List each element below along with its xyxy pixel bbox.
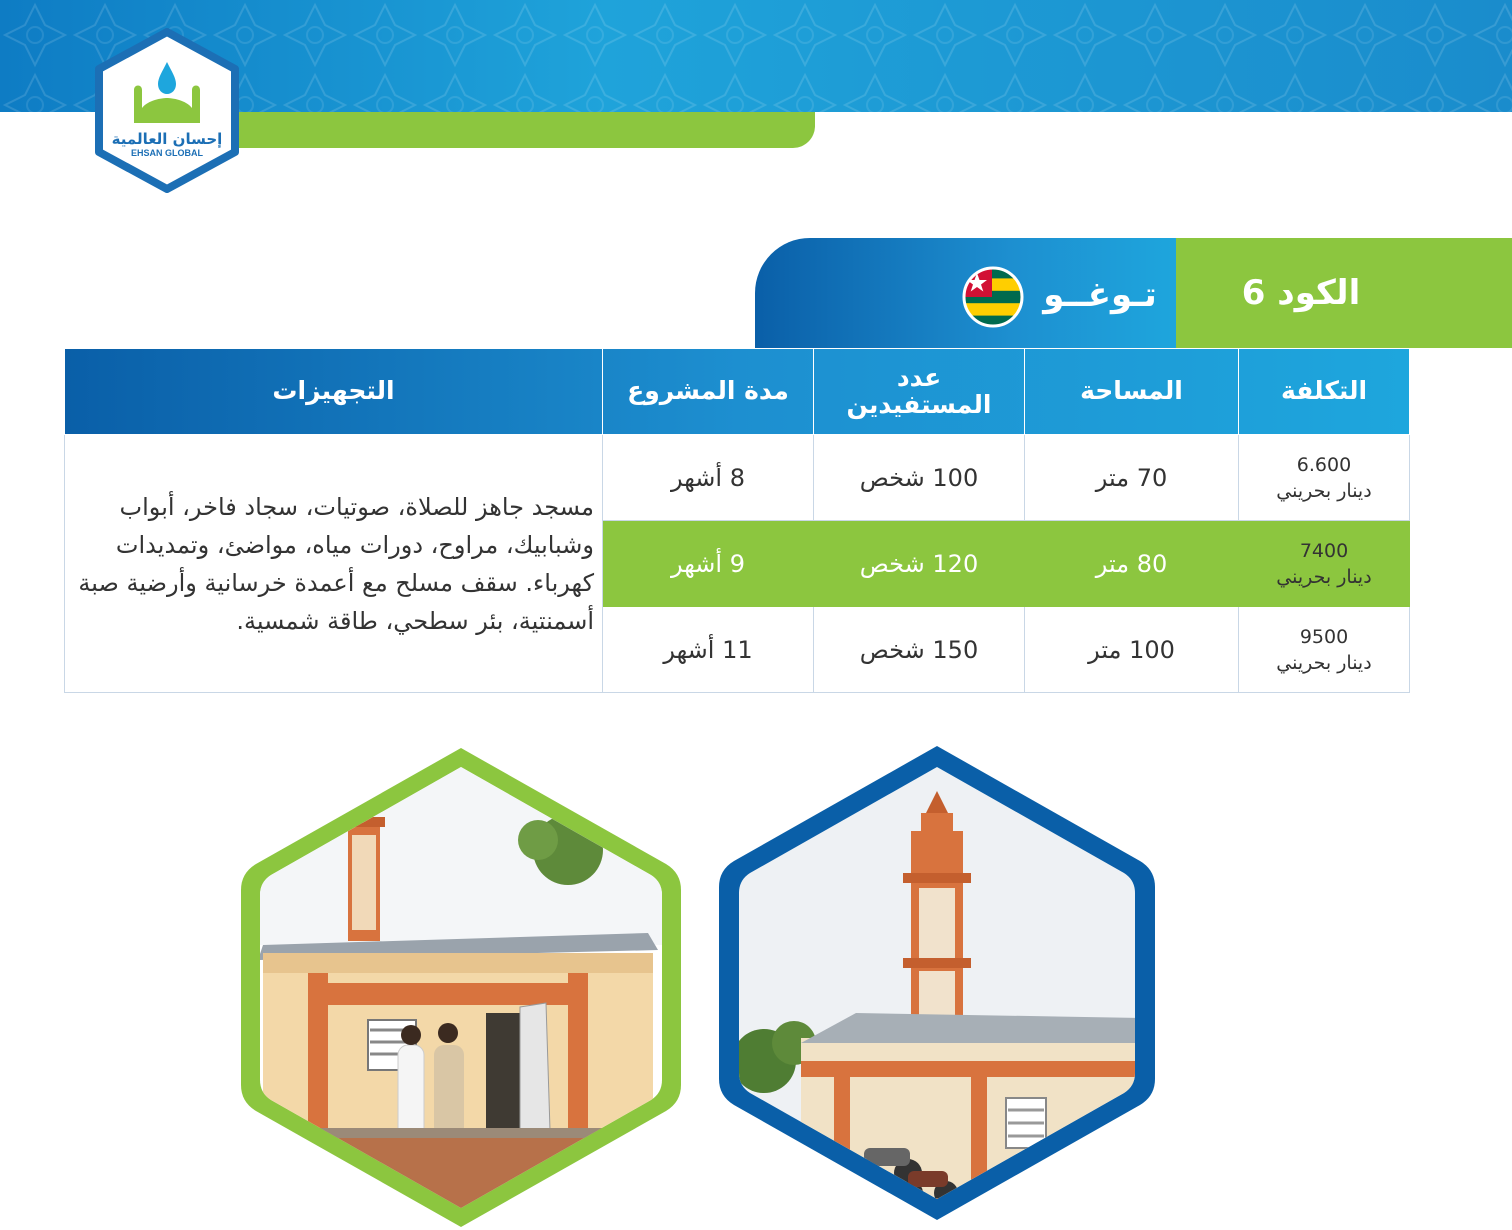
equipment-cell: مسجد جاهز للصلاة، صوتيات، سجاد فاخر، أبواب وشبابيك، مراوح، دورات مياه، مواضئ، وتمديدات كهرباء. سقف مسلح مع أعمدة خرسانية وأرضية صبة أسمنتية، بئر سطحي، طاقة شمسية. [65, 435, 603, 693]
country-name: تـوغــو [1043, 275, 1157, 315]
table-header-row [65, 349, 1410, 435]
header-equipment: التجهيزات [65, 349, 603, 435]
cost-cell [1239, 607, 1410, 693]
area-cell: 100 متر [1025, 607, 1239, 693]
duration-cell: 11 أشهر [603, 607, 814, 693]
project-options-table [64, 348, 1410, 693]
mosque-photo-minaret [716, 743, 1158, 1223]
header-area: المساحة [1025, 349, 1239, 435]
header-beneficiaries [814, 349, 1025, 435]
header-beneficiaries-line2: المستفيدين [846, 389, 992, 419]
area-cell: 80 متر [1025, 521, 1239, 607]
cost-cell [1239, 435, 1410, 521]
header-green-strip [150, 112, 815, 148]
project-code: الكود 6 [1241, 273, 1361, 313]
cost-value: 7400 [1299, 539, 1349, 562]
table-row [65, 435, 1410, 521]
header-cost: التكلفة [1239, 349, 1410, 435]
cost-currency: دينار بحريني [1276, 565, 1372, 588]
cost-cell [1239, 521, 1410, 607]
cost-currency: دينار بحريني [1276, 479, 1372, 502]
area-cell: 70 متر [1025, 435, 1239, 521]
cost-value: 9500 [1299, 625, 1349, 648]
togo-flag-icon [962, 266, 1024, 328]
duration-cell: 8 أشهر [603, 435, 814, 521]
duration-cell: 9 أشهر [603, 521, 814, 607]
logo-name-en: EHSAN GLOBAL [131, 148, 203, 158]
beneficiaries-cell: 120 شخص [814, 521, 1025, 607]
cost-currency: دينار بحريني [1276, 651, 1372, 674]
header-beneficiaries-line1: عدد [896, 363, 942, 393]
cost-value: 6.600 [1296, 453, 1352, 476]
beneficiaries-cell: 100 شخص [814, 435, 1025, 521]
logo-name-ar: إحسان العالمية [111, 130, 223, 148]
header-duration: مدة المشروع [603, 349, 814, 435]
beneficiaries-cell: 150 شخص [814, 607, 1025, 693]
ehsan-logo [92, 28, 242, 193]
mosque-photo-front [238, 745, 684, 1230]
